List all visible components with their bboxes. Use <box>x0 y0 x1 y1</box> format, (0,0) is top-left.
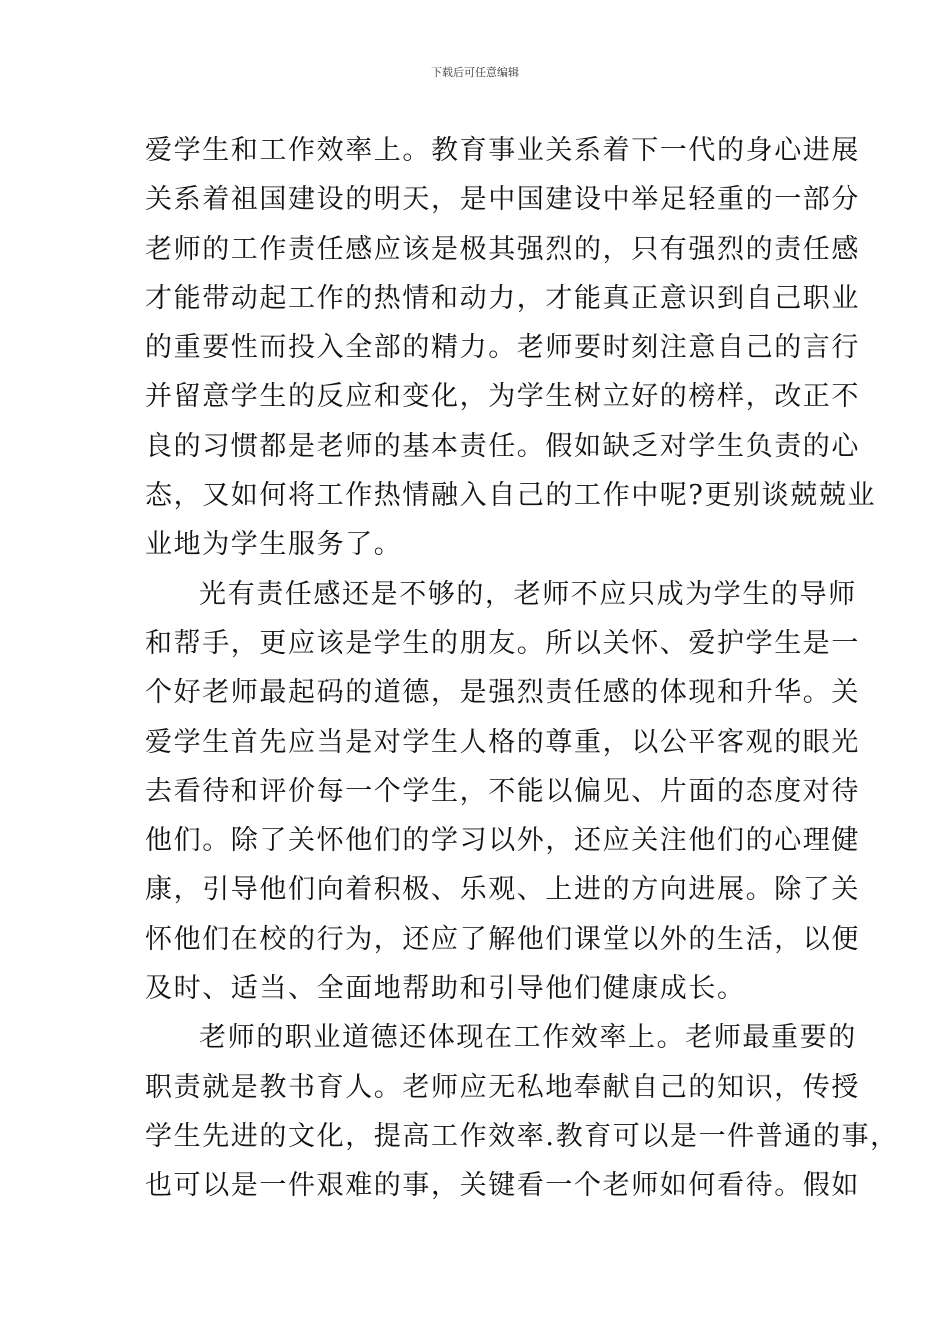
text-line: 及时、适当、全面地帮助和引导他们健康成长。 <box>145 973 746 1005</box>
text-line: 并留意学生的反应和变化，为学生树立好的榜样，改正不 <box>145 381 860 413</box>
paragraph-start-line: 老师的职业道德还体现在工作效率上。老师最重要的 <box>199 1022 857 1054</box>
text-line: 康，引导他们向着积极、乐观、上进的方向进展。除了关 <box>145 874 860 906</box>
header-note: 下载后可任意编辑 <box>431 66 519 79</box>
text-line: 去看待和评价每一个学生，不能以偏见、片面的态度对待 <box>145 775 860 807</box>
text-line: 的重要性而投入全部的精力。老师要时刻注意自己的言行 <box>145 332 860 364</box>
text-line: 怀他们在校的行为，还应了解他们课堂以外的生活，以便 <box>145 923 860 955</box>
text-line: 他们。除了关怀他们的学习以外，还应关注他们的心理健 <box>145 825 860 857</box>
text-line: 关系着祖国建设的明天，是中国建设中举足轻重的一部分 <box>145 184 860 216</box>
text-line: 也可以是一件艰难的事，关键看一个老师如何看待。假如 <box>145 1170 860 1202</box>
text-line: 爱学生和工作效率上。教育事业关系着下一代的身心进展 <box>145 135 860 166</box>
text-line: 学生先进的文化，提高工作效率.教育可以是一件普通的事， <box>145 1120 899 1152</box>
text-line: 才能带动起工作的热情和动力，才能真正意识到自己职业 <box>145 282 860 314</box>
text-line: 态，又如何将工作热情融入自己的工作中呢?更别谈兢兢业 <box>145 480 877 512</box>
text-line: 和帮手，更应该是学生的朋友。所以关怀、爱护学生是一 <box>145 627 860 659</box>
text-line: 爱学生首先应当是对学生人格的尊重，以公平客观的眼光 <box>145 726 860 758</box>
text-line: 个好老师最起码的道德，是强烈责任感的体现和升华。关 <box>145 677 860 709</box>
text-line: 业地为学生服务了。 <box>145 529 403 561</box>
text-line: 良的习惯都是老师的基本责任。假如缺乏对学生负责的心 <box>145 430 860 462</box>
body-text <box>145 126 899 1211</box>
text-line: 老师的工作责任感应该是极其强烈的，只有强烈的责任感 <box>145 233 860 265</box>
paragraph-start-line: 光有责任感还是不够的，老师不应只成为学生的导师 <box>199 578 857 610</box>
text-line: 职责就是教书育人。老师应无私地奉献自己的知识，传授 <box>145 1071 860 1103</box>
